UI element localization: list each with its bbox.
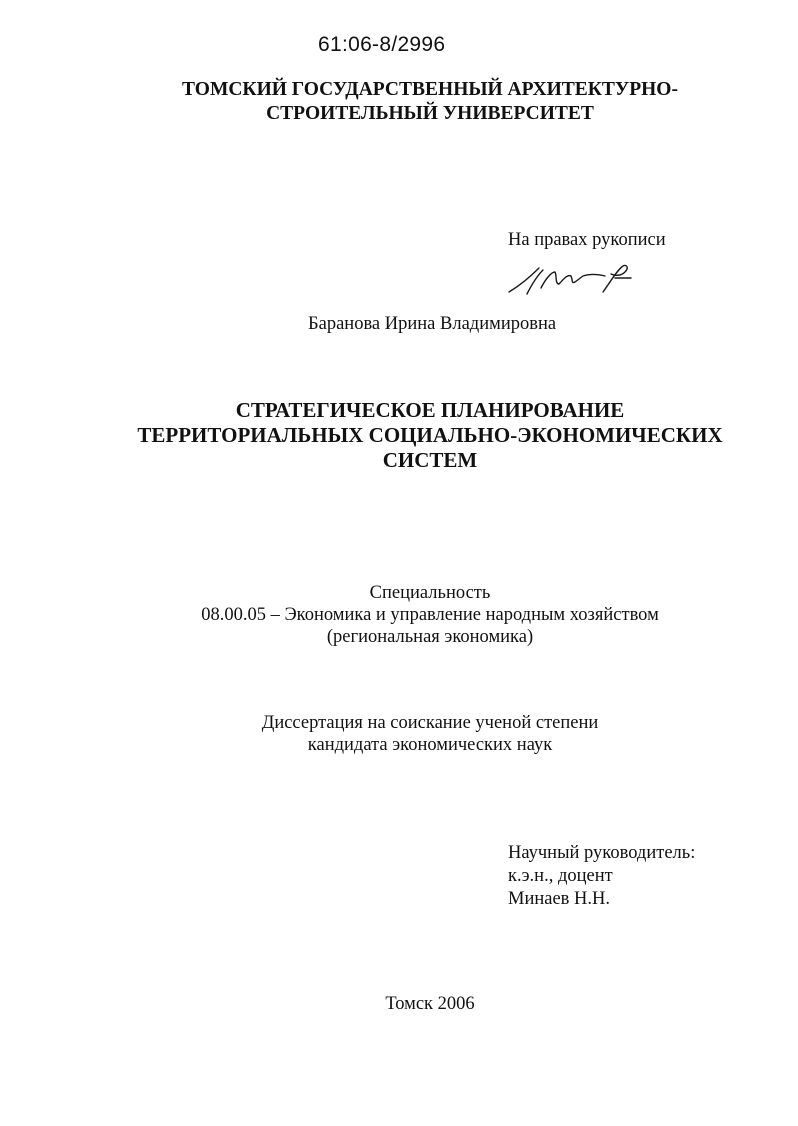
advisor-label: Научный руководитель: — [508, 843, 696, 863]
title-line-2: ТЕРРИТОРИАЛЬНЫХ СОЦИАЛЬНО-ЭКОНОМИЧЕСКИХ — [137, 423, 723, 447]
author-signature — [505, 258, 635, 303]
specialty-code-name: 08.00.05 – Экономика и управление народным хозяйством — [201, 605, 659, 625]
catalog-number: 61:06-8/2996 — [318, 33, 446, 56]
dissertation-title — [0, 398, 798, 473]
specialty-label: Специальность — [369, 583, 491, 603]
specialty-branch: (региональная экономика) — [326, 627, 534, 647]
manuscript-rights: На правах рукописи — [508, 230, 666, 250]
author-name: Баранова Ирина Владимировна — [308, 314, 557, 334]
advisor-rank: к.э.н., доцент — [508, 866, 613, 886]
degree-line-1: Диссертация на соискание ученой степени — [261, 713, 599, 733]
specialty-block — [60, 582, 798, 648]
title-line-3: СИСТЕМ — [382, 448, 478, 472]
advisor-name: Минаев Н.Н. — [508, 889, 611, 909]
degree-line-2: кандидата экономических наук — [307, 735, 553, 755]
degree-block — [60, 712, 798, 756]
advisor-block — [508, 842, 695, 911]
university-line-2: СТРОИТЕЛЬНЫЙ УНИВЕРСИТЕТ — [266, 103, 594, 124]
university-line-1: ТОМСКИЙ ГОСУДАРСТВЕННЫЙ АРХИТЕКТУРНО- — [182, 79, 678, 100]
university-name — [60, 78, 798, 126]
title-line-1: СТРАТЕГИЧЕСКОЕ ПЛАНИРОВАНИЕ — [235, 398, 625, 422]
city-year: Томск 2006 — [385, 994, 475, 1014]
